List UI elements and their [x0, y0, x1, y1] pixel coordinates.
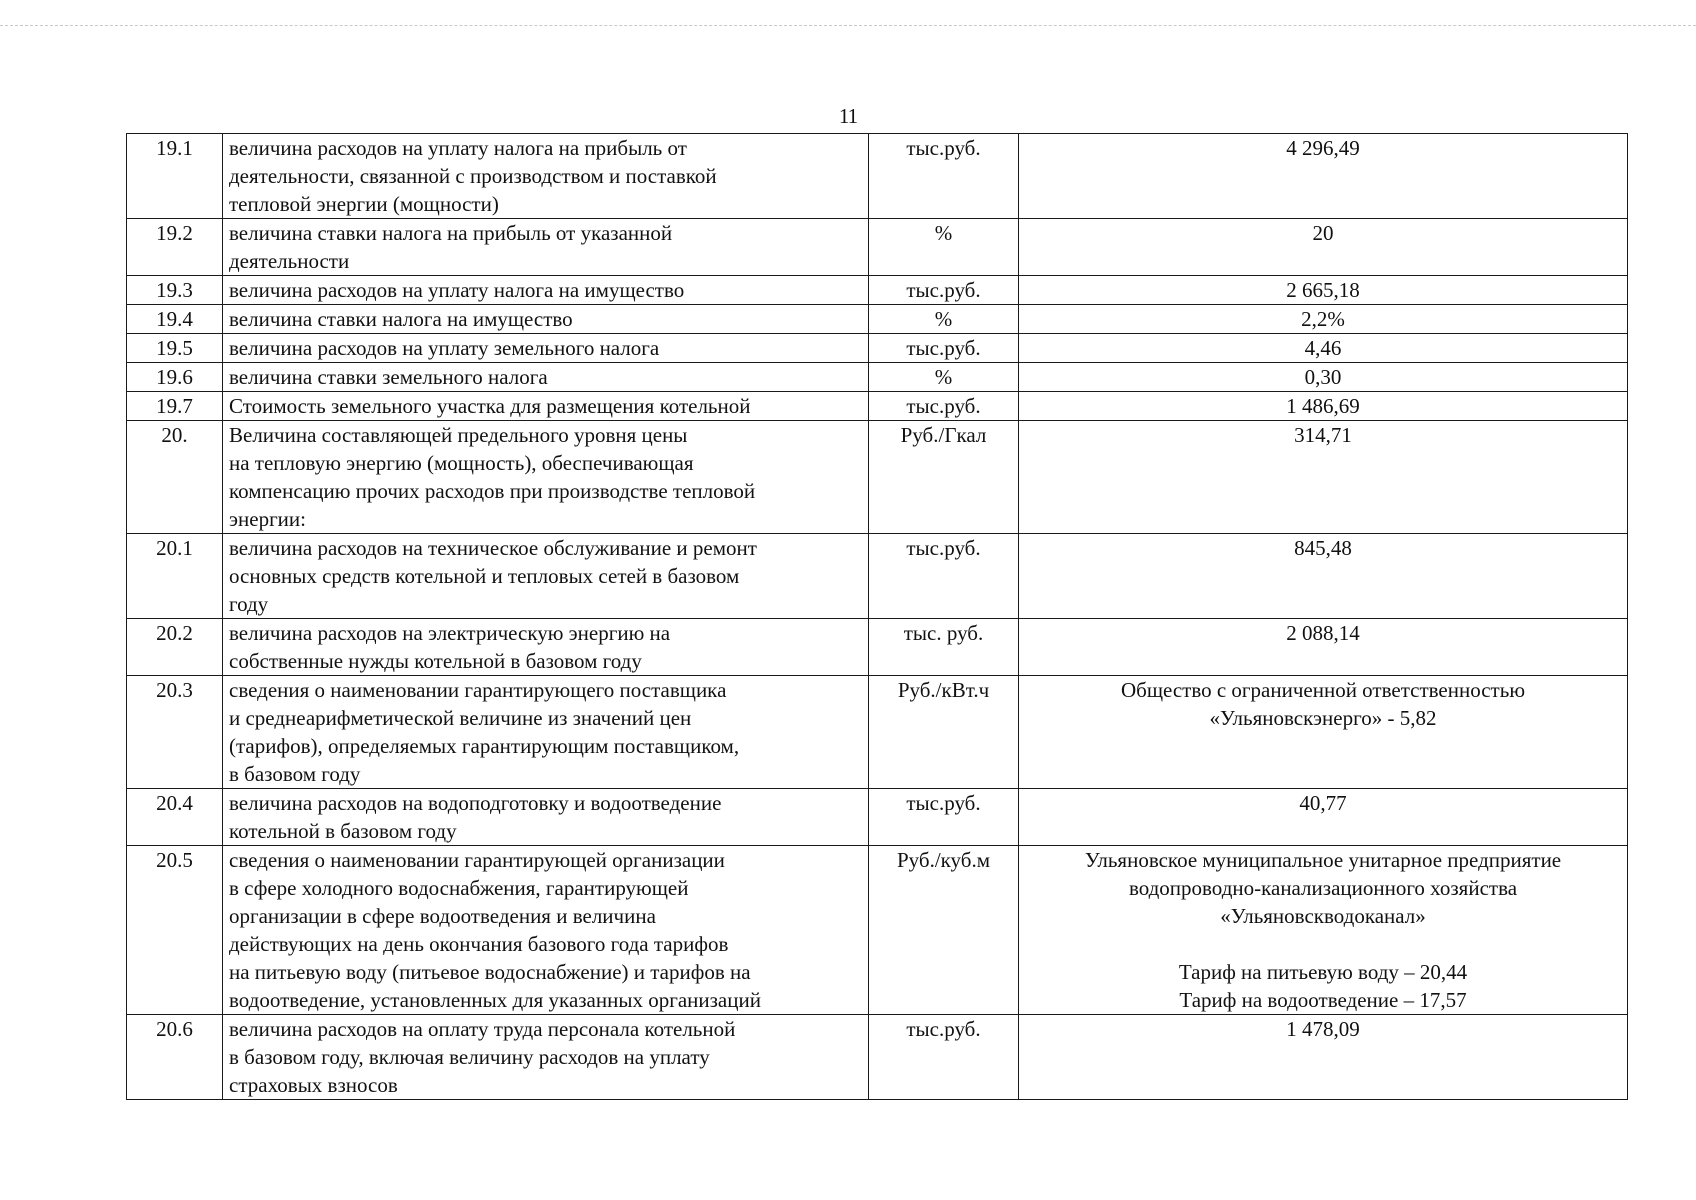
value-line: 1 486,69	[1286, 394, 1360, 418]
description-line: в базовом году, включая величину расходов на уплату	[229, 1045, 710, 1069]
description-line: величина расходов на уплату налога на прибыль от	[229, 136, 687, 160]
description-line: величина расходов на уплату земельного налога	[229, 336, 660, 360]
row-value	[1019, 276, 1628, 305]
row-value	[1019, 363, 1628, 392]
row-unit: %	[869, 219, 1019, 276]
table-row	[127, 676, 1628, 789]
row-unit: тыс. руб.	[869, 619, 1019, 676]
tariff-parameters-table	[126, 133, 1628, 1100]
description-line: в базовом году	[229, 762, 361, 786]
description-line: собственные нужды котельной в базовом году	[229, 649, 642, 673]
row-unit: тыс.руб.	[869, 276, 1019, 305]
row-number: 19.6	[127, 363, 223, 392]
value-line: Тариф на питьевую воду – 20,44	[1178, 960, 1468, 984]
value-line: 2,2%	[1301, 307, 1345, 331]
row-value	[1019, 1015, 1628, 1100]
table-row	[127, 219, 1628, 276]
description-line: организации в сфере водоотведения и величина	[229, 904, 656, 928]
table-row	[127, 1015, 1628, 1100]
value-line: 1 478,09	[1286, 1017, 1360, 1041]
row-description	[223, 534, 869, 619]
value-line: Общество с ограниченной ответственностью	[1120, 678, 1526, 702]
row-number: 19.1	[127, 134, 223, 219]
row-number: 19.3	[127, 276, 223, 305]
scan-edge-line	[0, 25, 1696, 26]
table-row	[127, 789, 1628, 846]
description-line: величина ставки налога на имущество	[229, 307, 573, 331]
row-number: 19.2	[127, 219, 223, 276]
description-line: страховых взносов	[229, 1073, 398, 1097]
row-description	[223, 392, 869, 421]
row-unit: тыс.руб.	[869, 1015, 1019, 1100]
row-value	[1019, 846, 1628, 1015]
row-description	[223, 1015, 869, 1100]
value-line: «Ульяновскводоканал»	[1220, 904, 1426, 928]
row-description	[223, 619, 869, 676]
description-line: энергии:	[229, 507, 306, 531]
description-line: основных средств котельной и тепловых сетей в базовом	[229, 564, 740, 588]
table-row	[127, 334, 1628, 363]
row-unit: тыс.руб.	[869, 534, 1019, 619]
description-line: величина расходов на электрическую энергию на	[229, 621, 671, 645]
description-line: тепловой энергии (мощности)	[229, 192, 499, 216]
table-row	[127, 276, 1628, 305]
row-number: 19.4	[127, 305, 223, 334]
row-unit: %	[869, 363, 1019, 392]
row-value	[1019, 676, 1628, 789]
description-line: величина ставки налога на прибыль от указанной	[229, 221, 673, 245]
row-value	[1019, 619, 1628, 676]
table-row	[127, 392, 1628, 421]
row-number: 20.2	[127, 619, 223, 676]
row-unit: %	[869, 305, 1019, 334]
value-line: 20	[1312, 221, 1334, 245]
description-line: величина расходов на водоподготовку и водоотведение	[229, 791, 722, 815]
row-number: 20.6	[127, 1015, 223, 1100]
row-value	[1019, 305, 1628, 334]
description-line: сведения о наименовании гарантирующего поставщика	[229, 678, 727, 702]
table-row	[127, 619, 1628, 676]
table-row	[127, 305, 1628, 334]
row-value	[1019, 392, 1628, 421]
row-unit: Руб./куб.м	[869, 846, 1019, 1015]
value-spacer	[1025, 930, 1621, 958]
description-line: Величина составляющей предельного уровня цены	[229, 423, 688, 447]
row-number: 19.7	[127, 392, 223, 421]
description-line: Стоимость земельного участка для размещения котельной	[229, 394, 751, 418]
row-unit: тыс.руб.	[869, 134, 1019, 219]
table-row	[127, 846, 1628, 1015]
row-number: 20.4	[127, 789, 223, 846]
value-line: 4 296,49	[1286, 136, 1360, 160]
description-line: и среднеарифметической величине из значений цен	[229, 706, 692, 730]
table-body	[127, 134, 1628, 1100]
row-number: 20.	[127, 421, 223, 534]
row-unit: тыс.руб.	[869, 789, 1019, 846]
row-value	[1019, 421, 1628, 534]
row-description	[223, 363, 869, 392]
description-line: котельной в базовом году	[229, 819, 457, 843]
table-row	[127, 421, 1628, 534]
value-line: 2 665,18	[1286, 278, 1360, 302]
page-number: 11	[838, 104, 858, 128]
row-number: 19.5	[127, 334, 223, 363]
row-value	[1019, 789, 1628, 846]
description-line: величина расходов на оплату труда персонала котельной	[229, 1017, 736, 1041]
description-line: на тепловую энергию (мощность), обеспечивающая	[229, 451, 694, 475]
description-line: действующих на день окончания базового года тарифов	[229, 932, 729, 956]
description-line: водоотведение, установленных для указанных организаций	[229, 988, 761, 1012]
description-line: на питьевую воду (питьевое водоснабжение) и тарифов на	[229, 960, 751, 984]
row-unit: тыс.руб.	[869, 334, 1019, 363]
table-row	[127, 534, 1628, 619]
row-number: 20.3	[127, 676, 223, 789]
value-line: 0,30	[1304, 365, 1342, 389]
description-line: деятельности, связанной с производством и поставкой	[229, 164, 717, 188]
row-description	[223, 846, 869, 1015]
value-line: Тариф на водоотведение – 17,57	[1179, 988, 1467, 1012]
row-description	[223, 134, 869, 219]
value-line: «Ульяновскэнерго» - 5,82	[1209, 706, 1437, 730]
row-description	[223, 334, 869, 363]
value-line: Ульяновское муниципальное унитарное предприятие	[1084, 848, 1562, 872]
description-line: величина расходов на техническое обслуживание и ремонт	[229, 536, 757, 560]
row-description	[223, 305, 869, 334]
row-description	[223, 219, 869, 276]
row-description	[223, 421, 869, 534]
value-line: 40,77	[1299, 791, 1347, 815]
row-value	[1019, 534, 1628, 619]
row-value	[1019, 334, 1628, 363]
row-unit: Руб./кВт.ч	[869, 676, 1019, 789]
table-row	[127, 363, 1628, 392]
value-line: 2 088,14	[1286, 621, 1360, 645]
row-number: 20.1	[127, 534, 223, 619]
row-value	[1019, 219, 1628, 276]
description-line: деятельности	[229, 249, 350, 273]
description-line: (тарифов), определяемых гарантирующим поставщиком,	[229, 734, 740, 758]
description-line: компенсацию прочих расходов при производстве тепловой	[229, 479, 756, 503]
description-line: в сфере холодного водоснабжения, гарантирующей	[229, 876, 689, 900]
value-line: 4,46	[1304, 336, 1342, 360]
value-line: 314,71	[1294, 423, 1352, 447]
row-unit: тыс.руб.	[869, 392, 1019, 421]
description-line: величина расходов на уплату налога на имущество	[229, 278, 685, 302]
row-description	[223, 676, 869, 789]
value-line: 845,48	[1294, 536, 1352, 560]
table-row	[127, 134, 1628, 219]
value-line: водопроводно-канализационного хозяйства	[1128, 876, 1518, 900]
row-description	[223, 789, 869, 846]
description-line: году	[229, 592, 269, 616]
row-number: 20.5	[127, 846, 223, 1015]
row-description	[223, 276, 869, 305]
row-value	[1019, 134, 1628, 219]
description-line: сведения о наименовании гарантирующей организации	[229, 848, 725, 872]
description-line: величина ставки земельного налога	[229, 365, 548, 389]
row-unit: Руб./Гкал	[869, 421, 1019, 534]
